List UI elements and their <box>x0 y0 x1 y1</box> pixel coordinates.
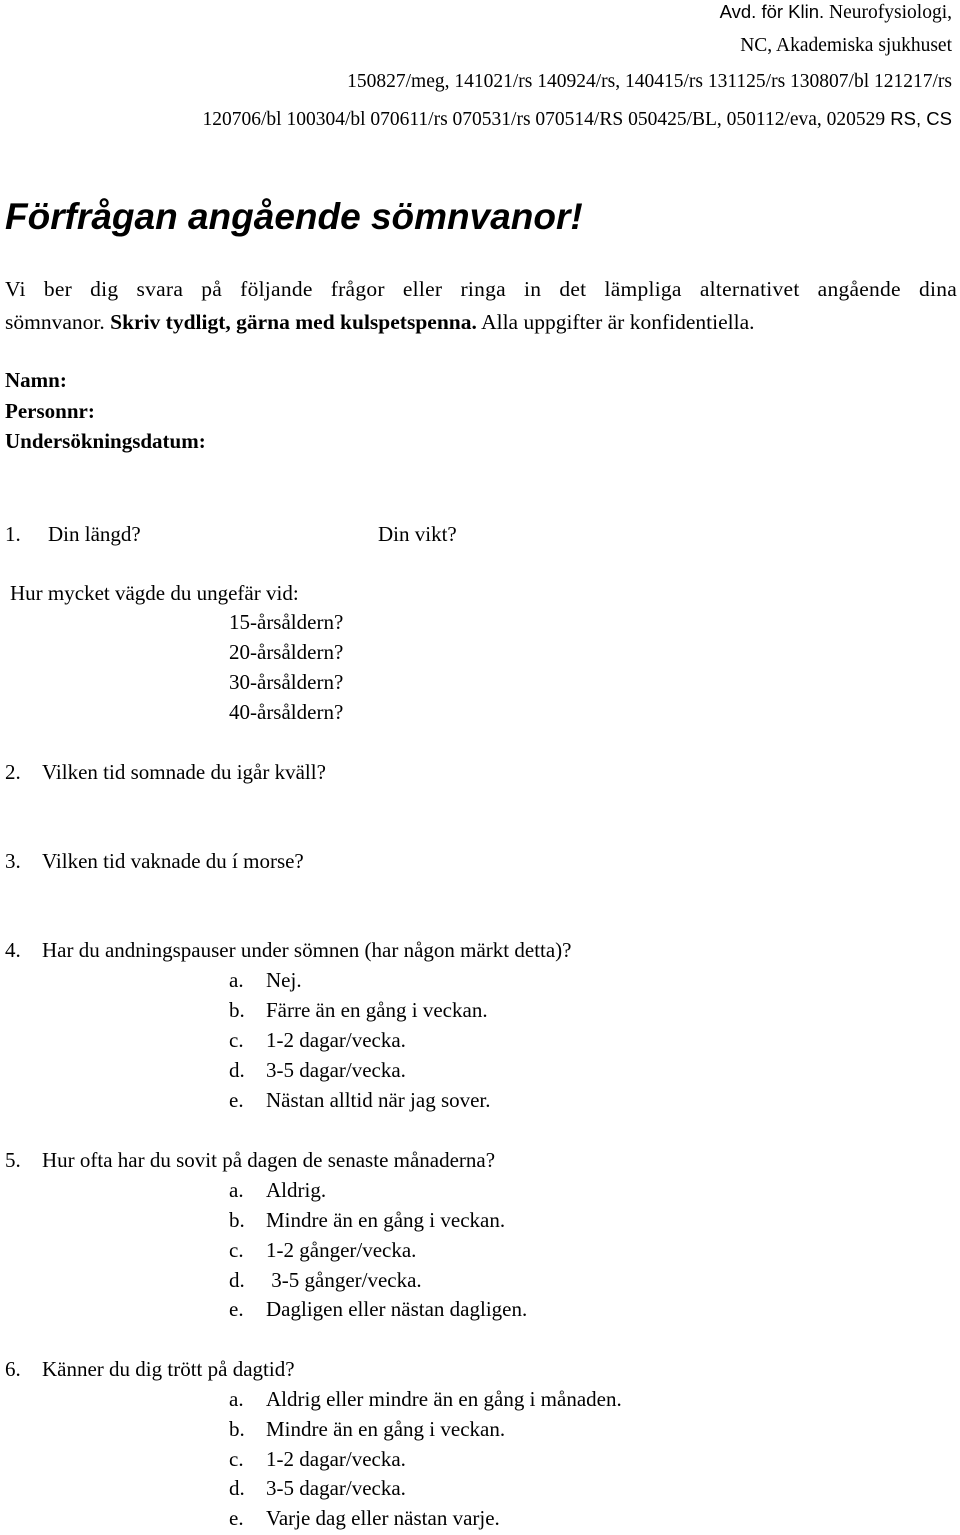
intro-text-1: sömnvanor. <box>5 310 111 334</box>
q1-age-15: 15-årsåldern? <box>229 610 344 634</box>
q4-number: 4. <box>5 938 21 962</box>
q2-text: Vilken tid somnade du igår kväll? <box>42 760 326 784</box>
q6-option-d: 3-5 dagar/vecka. <box>266 1476 406 1500</box>
q5-text: Hur ofta har du sovit på dagen de senaste månaderna? <box>42 1148 496 1172</box>
header-revision-codes-2 <box>202 104 952 134</box>
q4-text: Har du andningspauser under sömnen (har någon märkt detta)? <box>42 938 572 962</box>
q5-option-e-letter: e. <box>229 1297 244 1321</box>
header-revision-codes-2-main: 120706/bl 100304/bl 070611/rs 070531/rs 070514/RS 050425/BL, 050112/eva, 020529 <box>202 109 886 130</box>
q4-option-d: 3-5 dagar/vecka. <box>266 1058 406 1082</box>
q5-option-d-letter: d. <box>229 1268 245 1292</box>
header-department-prefix: Avd. för Klin. <box>719 1 825 22</box>
q5-option-a: Aldrig. <box>266 1178 327 1202</box>
q1-height: Din längd? <box>48 522 141 546</box>
header-department <box>720 0 952 27</box>
field-personnr-label: Personnr: <box>5 399 95 423</box>
q5-option-e: Dagligen eller nästan dagligen. <box>266 1297 528 1321</box>
q1-number: 1. <box>5 522 21 546</box>
q6-text: Känner du dig trött på dagtid? <box>42 1357 295 1381</box>
q3-text: Vilken tid vaknade du í morse? <box>42 849 304 873</box>
q4-option-b-letter: b. <box>229 998 245 1022</box>
q4-option-e: Nästan alltid när jag sover. <box>266 1088 491 1112</box>
q6-option-a-letter: a. <box>229 1387 244 1411</box>
q6-option-b: Mindre än en gång i veckan. <box>266 1417 506 1441</box>
q6-option-a: Aldrig eller mindre än en gång i månaden. <box>266 1387 622 1411</box>
q1-weight: Din vikt? <box>378 522 457 546</box>
q6-option-c: 1-2 dagar/vecka. <box>266 1447 406 1471</box>
intro-line-1: Vi ber dig svara på följande frågor eller ringa in det lämpliga alternativet angående dina <box>5 277 957 301</box>
field-date-label: Undersökningsdatum: <box>5 429 206 453</box>
q6-number: 6. <box>5 1357 21 1381</box>
q6-option-c-letter: c. <box>229 1447 244 1471</box>
q5-number: 5. <box>5 1148 21 1172</box>
header-department-name: Neurofysiologi, <box>824 2 952 23</box>
q6-option-e: Varje dag eller nästan varje. <box>266 1506 500 1530</box>
q5-option-b-letter: b. <box>229 1208 245 1232</box>
q1-age-40: 40-årsåldern? <box>229 700 344 724</box>
q1-age-30: 30-årsåldern? <box>229 670 344 694</box>
q6-option-d-letter: d. <box>229 1476 245 1500</box>
q4-option-a-letter: a. <box>229 968 244 992</box>
q6-option-e-letter: e. <box>229 1506 244 1530</box>
q5-option-c: 1-2 gånger/vecka. <box>266 1238 417 1262</box>
page-title: Förfrågan angående sömnvanor! <box>5 196 583 237</box>
q4-option-c: 1-2 dagar/vecka. <box>266 1028 406 1052</box>
q4-option-a: Nej. <box>266 968 302 992</box>
q4-option-d-letter: d. <box>229 1058 245 1082</box>
q5-option-d: 3-5 gånger/vecka. <box>266 1268 422 1292</box>
q3-number: 3. <box>5 849 21 873</box>
intro-paragraph <box>5 273 957 339</box>
q1-weight-history-question: Hur mycket vägde du ungefär vid: <box>10 581 299 605</box>
q1-age-20: 20-årsåldern? <box>229 640 344 664</box>
q2-number: 2. <box>5 760 21 784</box>
q5-option-c-letter: c. <box>229 1238 244 1262</box>
q4-option-e-letter: e. <box>229 1088 244 1112</box>
intro-instruction: Skriv tydligt, gärna med kulspetspenna. <box>110 310 477 334</box>
intro-text-2: Alla uppgifter är konfidentiella. <box>476 310 755 334</box>
field-name-label: Namn: <box>5 368 67 392</box>
header-hospital: NC, Akademiska sjukhuset <box>740 35 952 56</box>
q5-option-b: Mindre än en gång i veckan. <box>266 1208 506 1232</box>
header-revision-codes-1: 150827/meg, 141021/rs 140924/rs, 140415/rs 131125/rs 130807/bl 121217/rs <box>347 71 952 92</box>
q5-option-a-letter: a. <box>229 1178 244 1202</box>
q6-option-b-letter: b. <box>229 1417 245 1441</box>
header-revision-codes-2-suffix: RS, CS <box>885 108 952 129</box>
q4-option-c-letter: c. <box>229 1028 244 1052</box>
q4-option-b: Färre än en gång i veckan. <box>266 998 488 1022</box>
